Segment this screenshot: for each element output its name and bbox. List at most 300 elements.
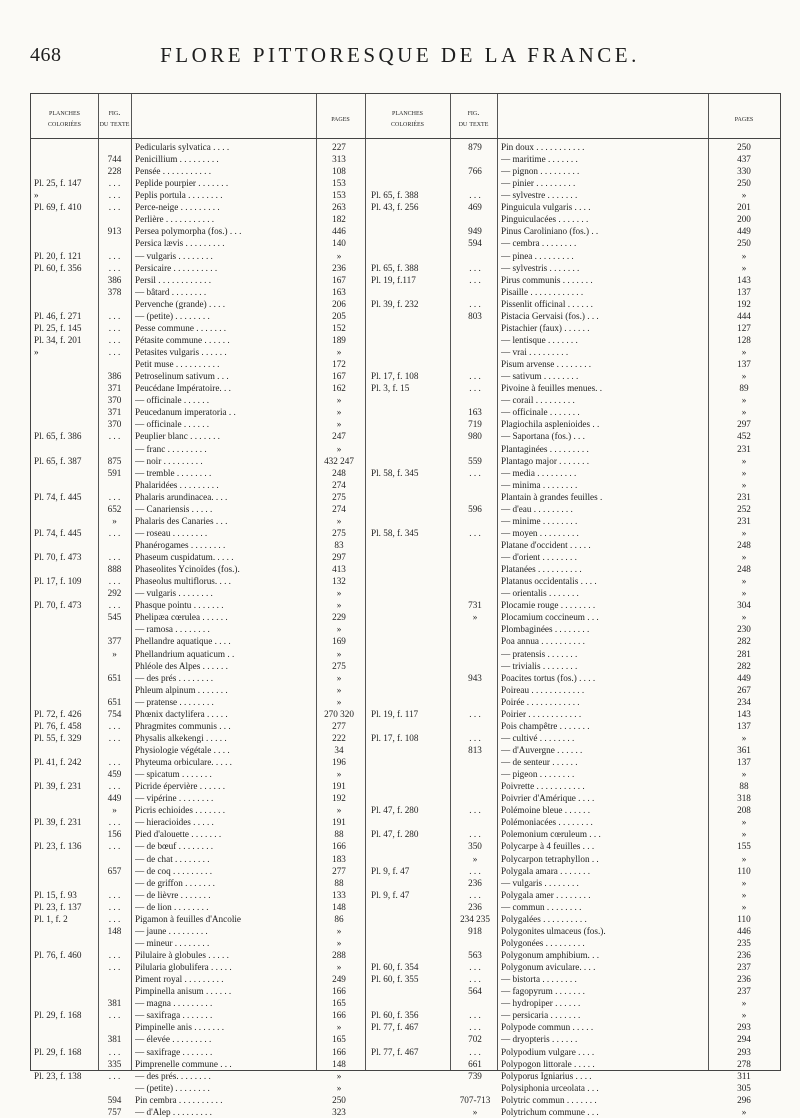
plate-ref: Pl. 9, f. 47 [371, 865, 410, 876]
plate-ref: Pl. 39, f. 232 [371, 298, 419, 309]
page-ref: 189 [332, 334, 346, 345]
plant-name: — élevée . . . . . . . . . [135, 1034, 212, 1045]
plant-name: Pensée . . . . . . . . . . . [135, 166, 212, 177]
plant-name: Phanérogames . . . . . . . . [135, 539, 226, 550]
figure-number: 949 [468, 226, 482, 237]
running-title: FLORE PITTORESQUE DE LA FRANCE. [160, 43, 640, 67]
figure-number: » [112, 515, 117, 526]
table-row [31, 418, 780, 430]
page-ref: 133 [332, 889, 346, 900]
table-row [31, 322, 780, 334]
plant-name: Plantago major . . . . . . . [501, 455, 590, 466]
plant-name: Pesse commune . . . . . . . [135, 322, 227, 333]
page-ref: » [741, 829, 747, 840]
figure-number: 918 [468, 925, 482, 936]
figure-number: . . . [108, 950, 121, 961]
page-ref: 110 [737, 865, 751, 876]
page-ref: 437 [737, 154, 751, 165]
page-ref: 148 [332, 901, 346, 912]
plant-name: — dryopteris . . . . . . [501, 1034, 578, 1045]
page-ref: 137 [737, 720, 751, 731]
page-ref: 250 [737, 238, 751, 249]
header-fig-line2: du texte [458, 118, 489, 128]
table-row [31, 828, 780, 840]
page-ref: » [741, 588, 747, 599]
table-row [31, 286, 780, 298]
plant-name: Perce-neige . . . . . . . . . [135, 202, 220, 213]
plant-name: Polytrichum commune . . . [501, 1106, 599, 1117]
page-ref: 361 [737, 745, 751, 755]
page-ref: » [741, 479, 747, 490]
plant-name: — pigeon . . . . . . . . [501, 769, 575, 780]
plant-name: Platanées . . . . . . . . . . [501, 564, 582, 575]
page-ref: 166 [332, 1046, 346, 1057]
page-ref: 305 [737, 1082, 751, 1093]
figure-number: . . . [108, 527, 121, 538]
plant-name: Polypodium vulgare . . . . [501, 1046, 595, 1057]
table-row [31, 225, 780, 237]
table-row [31, 141, 780, 153]
plate-ref: Pl. 60, f. 354 [371, 962, 419, 973]
table-row [31, 877, 780, 889]
figure-number: 292 [107, 588, 122, 599]
plate-ref: Pl. 77, f. 467 [371, 1046, 419, 1057]
table-row [31, 310, 780, 322]
plant-name: — sylvestris . . . . . . . [501, 262, 580, 273]
header-rule [31, 138, 780, 139]
table-row [31, 443, 780, 455]
figure-number: 879 [468, 142, 482, 152]
page-ref: 137 [737, 359, 751, 370]
figure-number: 469 [468, 202, 482, 213]
page-ref: 200 [737, 214, 751, 225]
plant-name: Poirier . . . . . . . . . . . . [501, 708, 582, 719]
figure-number: . . . [469, 383, 481, 394]
figure-number: . . . [469, 527, 481, 538]
figure-number: » [472, 612, 478, 623]
table-row [31, 840, 780, 852]
figure-number: 371 [107, 383, 122, 394]
page-ref: » [336, 769, 342, 780]
plant-name: Pirus communis . . . . . . . [501, 274, 593, 285]
plant-name: Peplis portula . . . . . . . . [135, 190, 223, 201]
figure-number: 731 [468, 600, 482, 611]
plant-name: Polypogon littorale . . . . . [501, 1058, 595, 1069]
page-ref: » [336, 1070, 342, 1081]
page-ref: 208 [737, 805, 751, 816]
figure-number: . . . [108, 600, 121, 611]
page-ref: » [336, 1082, 342, 1093]
page-ref: 108 [332, 166, 346, 177]
page-ref: » [741, 467, 747, 478]
figure-number: . . . [108, 1070, 121, 1081]
plate-ref: Pl. 19, f. 117 [371, 708, 419, 719]
plant-name: Peucedanum imperatoria . . [135, 407, 236, 418]
table-row [31, 575, 780, 587]
figure-number: . . . [469, 467, 481, 478]
plant-name: — spicatum . . . . . . . [135, 769, 212, 780]
plate-ref: Pl. 20, f. 121 [34, 250, 82, 261]
table-row [31, 684, 780, 696]
page-ref: » [741, 347, 747, 358]
figure-number: . . . [469, 708, 481, 719]
plate-ref: Pl. 23, f. 136 [34, 841, 82, 852]
table-row [31, 189, 780, 201]
plant-name: — sativum . . . . . . . . [501, 371, 579, 382]
page-ref: » [741, 612, 747, 623]
figure-number: . . . [108, 552, 121, 563]
plate-ref: Pl. 3, f. 15 [371, 383, 410, 394]
plant-name: Platane d'occident . . . . . [501, 539, 591, 550]
figure-number: . . . [108, 1010, 121, 1021]
plate-ref: Pl. 29, f. 168 [34, 1010, 82, 1021]
plate-ref: Pl. 47, f. 280 [371, 829, 419, 840]
figure-number: 754 [107, 708, 122, 719]
page-ref: » [741, 817, 747, 828]
page-ref: 153 [332, 190, 346, 201]
table-row [31, 406, 780, 418]
plant-name: — de lièvre . . . . . . . [135, 889, 211, 900]
table-row [31, 370, 780, 382]
plant-name: — hieracioides . . . . . [135, 817, 214, 828]
plant-name: — ramosa . . . . . . . . [135, 624, 210, 635]
figure-number: 813 [468, 745, 482, 755]
plant-name: Pois champêtre . . . . . . . [501, 720, 590, 731]
plant-name: — Canariensis . . . . . [135, 503, 213, 514]
plate-ref: Pl. 17, f. 108 [371, 371, 419, 382]
plant-name: Phléole des Alpes . . . . . . [135, 660, 228, 671]
figure-number: . . . [108, 913, 121, 924]
page-ref: » [336, 925, 342, 936]
figure-number: . . . [108, 190, 121, 201]
page-ref: 167 [332, 274, 346, 285]
plant-name: Poa annua . . . . . . . . . . [501, 636, 585, 647]
figure-number: . . . [469, 298, 481, 309]
page-ref: » [336, 624, 342, 635]
plant-name: — des prés . . . . . . . . [135, 672, 214, 683]
page-ref: » [336, 443, 342, 454]
plant-name: Physalis alkekengi . . . . . [135, 732, 227, 743]
page-ref: 293 [737, 1046, 751, 1057]
page-ref: 282 [737, 636, 751, 647]
plate-ref: » [34, 347, 39, 358]
page-ref: » [741, 455, 747, 466]
page-ref: » [741, 1010, 747, 1021]
plate-ref: Pl. 39, f. 231 [34, 781, 82, 792]
plant-name: Plocamium coccineum . . . [501, 612, 599, 623]
figure-number: 371 [107, 407, 122, 418]
table-row [31, 1009, 780, 1021]
page-ref: 449 [737, 226, 751, 237]
figure-number: 744 [107, 154, 122, 165]
plate-ref: Pl. 58, f. 345 [371, 527, 419, 538]
page-ref: 452 [737, 431, 751, 442]
table-row [31, 997, 780, 1009]
plant-name: — de coq . . . . . . . . . [135, 865, 213, 876]
table-row [31, 479, 780, 491]
page-ref: 449 [737, 672, 751, 683]
figure-number: » [112, 648, 117, 659]
table-row [31, 780, 780, 792]
figure-number: 386 [107, 371, 122, 382]
figure-number: . . . [108, 732, 121, 743]
plate-ref: Pl. 15, f. 93 [34, 889, 77, 900]
plant-name: — saxifraga . . . . . . . [135, 1010, 213, 1021]
table-row [31, 213, 780, 225]
page-ref: » [336, 672, 342, 683]
page-ref: 162 [332, 383, 346, 394]
table-row [31, 816, 780, 828]
plant-name: Pilularia globulifera . . . . . [135, 962, 232, 973]
plant-name: Platanus occidentalis . . . . [501, 576, 597, 587]
page-ref: » [336, 937, 342, 948]
figure-number: 377 [107, 636, 122, 647]
page-ref: 143 [737, 708, 751, 719]
figure-number: . . . [469, 262, 481, 273]
table-row [31, 250, 780, 262]
plant-name: — tremble . . . . . . . . [135, 467, 212, 478]
figure-number: . . . [108, 901, 121, 912]
plant-name: — des prés. . . . . . . . [135, 1070, 211, 1081]
plant-name: Phelipæa cœrulea . . . . . . [135, 612, 228, 623]
table-row [31, 358, 780, 370]
page-ref: 110 [737, 913, 751, 924]
figure-number: 943 [468, 672, 482, 683]
plant-name: — noir . . . . . . . . . [135, 455, 203, 466]
plant-name: — (petite) . . . . . . . . [135, 310, 210, 321]
plant-name: Phyteuma orbiculare. . . . . [135, 757, 232, 768]
plant-name: Pivoine à feuilles menues. . [501, 383, 603, 394]
figure-number: . . . [469, 732, 481, 743]
plant-name: Polygala amer . . . . . . . . [501, 889, 591, 900]
figure-number: . . . [108, 491, 121, 502]
plate-ref: Pl. 65, f. 388 [371, 262, 419, 273]
table-row [31, 660, 780, 672]
figure-number: 651 [107, 696, 122, 707]
page-ref: 267 [737, 684, 751, 695]
figure-number: 651 [107, 672, 122, 683]
plant-name: — officinale . . . . . . [135, 419, 210, 430]
table-row [31, 563, 780, 575]
header-pages-label: pages [331, 112, 350, 123]
page-ref: 235 [737, 937, 751, 948]
plant-name: — vipérine . . . . . . . . [135, 793, 214, 804]
page-ref: 252 [737, 503, 751, 514]
plant-name: — minime . . . . . . . . [501, 515, 578, 526]
plant-name: — fagopyrum . . . . . . . [501, 986, 585, 997]
page-ref: 34 [334, 745, 344, 755]
figure-number: 335 [107, 1058, 122, 1069]
page-ref: » [741, 732, 747, 743]
page-ref: 148 [332, 1058, 346, 1069]
figure-number: 594 [468, 238, 482, 249]
plant-name: — vrai . . . . . . . . . [501, 347, 569, 358]
page-ref: 231 [737, 515, 751, 526]
plate-ref: Pl. 74, f. 445 [34, 491, 82, 502]
plant-name: — jaune . . . . . . . . . [135, 925, 208, 936]
page-ref: 137 [737, 286, 751, 297]
page-ref: » [336, 600, 342, 611]
plate-ref: Pl. 34, f. 201 [34, 334, 82, 345]
plant-name: Pinus Caroliniano (fos.) . . [501, 226, 599, 237]
plant-name: — sylvestre . . . . . . . [501, 190, 578, 201]
page-ref: » [336, 805, 342, 816]
page-ref: » [741, 250, 747, 261]
table-row [31, 1094, 780, 1106]
plate-ref: » [34, 190, 39, 201]
figure-number: . . . [469, 190, 481, 201]
page-ref: 132 [332, 576, 346, 587]
table-row [31, 599, 780, 611]
header-pages-right [708, 98, 780, 138]
header-planches-right [365, 98, 450, 138]
plant-name: Plantain à grandes feuilles . [501, 491, 603, 502]
page-ref: » [741, 1106, 747, 1117]
header-fig-right [450, 98, 497, 138]
page-ref: 277 [332, 865, 346, 876]
plant-name: Phaseolus multiflorus. . . . [135, 576, 231, 587]
page-ref: 248 [737, 539, 751, 550]
figure-number: . . . [469, 889, 481, 900]
figure-number: . . . [469, 865, 481, 876]
plant-name: — pignon . . . . . . . . . [501, 166, 580, 177]
header-fig-line1: fig. [108, 107, 121, 117]
plate-ref: Pl. 46, f. 271 [34, 310, 82, 321]
page-ref: 275 [332, 527, 346, 538]
table-row [31, 346, 780, 358]
plant-name: Persica lævis . . . . . . . . . [135, 238, 225, 249]
header-pages-label: pages [734, 112, 754, 123]
figure-number: » [112, 805, 117, 816]
figure-number: 234 235 [460, 913, 490, 924]
figure-number: 381 [107, 998, 122, 1009]
table-row [31, 973, 780, 985]
page-ref: 263 [332, 202, 346, 213]
page-ref: 236 [737, 950, 751, 961]
plant-name: — bistorta . . . . . . . . [501, 974, 577, 985]
figure-number: . . . [469, 1010, 481, 1021]
page-ref: 311 [737, 1070, 751, 1081]
plate-ref: Pl. 1, f. 2 [34, 913, 68, 924]
page-ref: 313 [332, 154, 346, 165]
figure-number: 381 [107, 1034, 122, 1045]
page-ref: 192 [737, 298, 751, 309]
plate-ref: Pl. 41, f. 242 [34, 757, 82, 768]
table-row [31, 708, 780, 720]
plant-name: Pétasite commune . . . . . . [135, 334, 230, 345]
plant-name: — de chat . . . . . . . . [135, 853, 210, 864]
figure-number: 888 [107, 564, 122, 575]
plant-name: Pisaille . . . . . . . . . . . . [501, 286, 584, 297]
table-row [31, 515, 780, 527]
figure-number: . . . [108, 347, 121, 358]
page-ref: 288 [332, 950, 346, 961]
page-ref: » [336, 588, 342, 599]
plant-name: Plagiochila asplenioides . . [501, 419, 600, 430]
page-ref: » [336, 347, 342, 358]
plate-ref: Pl. 19, f.117 [371, 274, 416, 285]
page-ref: 275 [332, 660, 346, 671]
page-ref: 234 [737, 696, 751, 707]
figure-number: . . . [108, 431, 121, 442]
page-ref: 249 [332, 974, 346, 985]
figure-number: 652 [107, 503, 122, 514]
table-row [31, 672, 780, 684]
page-number: 468 [30, 44, 62, 66]
plant-name: — saxifrage . . . . . . . [135, 1046, 213, 1057]
plant-name: — de griffon . . . . . . . [135, 877, 215, 888]
figure-number: . . . [108, 250, 121, 261]
page-ref: 172 [332, 359, 346, 370]
plant-name: — d'eau . . . . . . . . . [501, 503, 573, 514]
plant-name: — moyen . . . . . . . . . [501, 527, 579, 538]
figure-number: 545 [107, 612, 122, 623]
plant-name: Poireau . . . . . . . . . . . . [501, 684, 585, 695]
table-row [31, 720, 780, 732]
page-ref: 274 [332, 503, 346, 514]
page-ref: 330 [737, 166, 751, 177]
plant-name: Pinguicula vulgaris . . . . [501, 202, 591, 213]
plant-name: Polygalées . . . . . . . . . . [501, 913, 587, 924]
page-ref: 155 [737, 841, 751, 852]
table-row [31, 949, 780, 961]
table-row [31, 913, 780, 925]
plant-name: — officinale . . . . . . [135, 395, 210, 406]
page-ref: 196 [332, 757, 346, 768]
plant-name: Phasque pointu . . . . . . . [135, 600, 224, 611]
plant-name: — media . . . . . . . . . [501, 467, 577, 478]
page-ref: 446 [332, 226, 346, 237]
plant-name: Picris echioides . . . . . . . [135, 805, 226, 816]
plant-name: Polemonium cœruleum . . . [501, 829, 601, 840]
figure-number: . . . [108, 310, 121, 321]
plant-name: — trivialis . . . . . . . . [501, 660, 578, 671]
figure-number: 236 [468, 901, 482, 912]
page-ref: 166 [332, 986, 346, 997]
plant-name: Poirée . . . . . . . . . . . . [501, 696, 580, 707]
table-row [31, 539, 780, 551]
table-row [31, 1058, 780, 1070]
page-ref: » [741, 901, 747, 912]
table-row [31, 985, 780, 997]
plant-name: Pied d'alouette . . . . . . . [135, 829, 222, 840]
table-row [31, 503, 780, 515]
plate-ref: Pl. 58, f. 345 [371, 467, 419, 478]
page-ref: 227 [332, 142, 346, 152]
plant-name: Piment royal . . . . . . . . . [135, 974, 224, 985]
page-ref: 89 [739, 383, 749, 394]
plate-ref: Pl. 72, f. 426 [34, 708, 82, 719]
page-ref: 127 [737, 322, 751, 333]
page-ref: 281 [737, 648, 751, 659]
page-ref: 143 [737, 274, 751, 285]
table-row [31, 696, 780, 708]
plate-ref: Pl. 25, f. 145 [34, 322, 82, 333]
plant-name: Phragmites communis . . . [135, 720, 231, 731]
page-ref: » [741, 998, 747, 1009]
page-ref: 137 [737, 757, 751, 768]
figure-number: 228 [107, 166, 122, 177]
page-ref: 182 [332, 214, 346, 225]
page-ref: 86 [334, 913, 344, 924]
page-ref: » [741, 371, 747, 382]
page-ref: 231 [737, 491, 751, 502]
plant-name: — lentisque . . . . . . . [501, 334, 578, 345]
page-ref: 250 [332, 1094, 346, 1105]
plant-name: — vulgaris . . . . . . . . [135, 250, 213, 261]
table-row [31, 1033, 780, 1045]
plant-name: Persea polymorpha (fos.) . . . [135, 226, 242, 237]
